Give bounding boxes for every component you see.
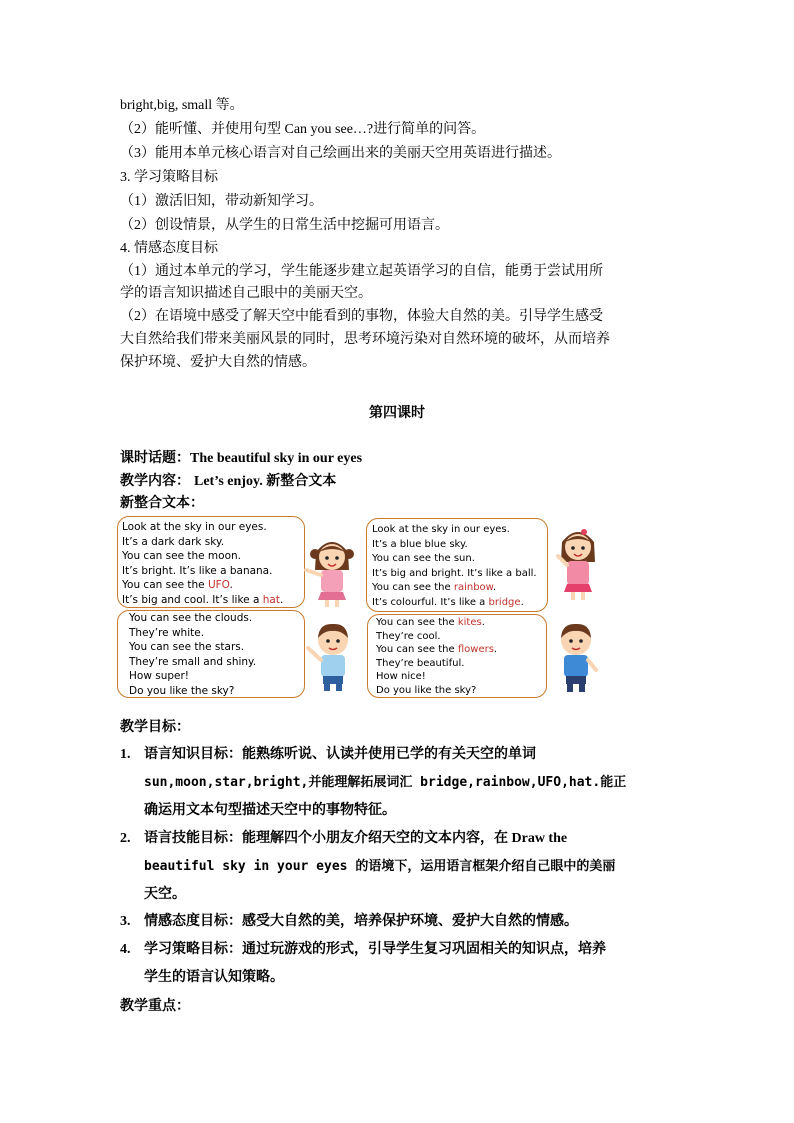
text-line: 学的语言知识描述自己眼中的美丽天空。 <box>120 286 372 301</box>
text-line: （3）能用本单元核心语言对自己绘画出来的美丽天空用英语进行描述。 <box>120 146 561 161</box>
goal-line: 情感态度目标：感受大自然的美，培养保护环境、爱护大自然的情感。 <box>144 914 578 929</box>
bubble-1-text: Look at the sky in our eyes. It’s a dark dark sky. You can see the moon. It’s bright. It’s like a banana. You can see the UFO. It’s big and cool. It’s like a hat. <box>122 521 284 606</box>
goal-number: 2. <box>120 831 131 846</box>
girl-character-icon <box>548 520 608 602</box>
topic-line <box>120 450 362 468</box>
section-heading: 3. 学习策略目标 <box>120 170 218 185</box>
boy-character-icon <box>303 618 361 694</box>
text-line: bright,big, small 等。 <box>120 98 244 113</box>
text-line: （2）创设情景，从学生的日常生活中挖掘可用语言。 <box>120 218 449 233</box>
topic-text: The beautiful sky in our eyes <box>190 451 363 466</box>
goal-line: 天空。 <box>144 887 186 902</box>
text-line: （2）在语境中感受了解天空中能看到的事物，体验大自然的美。引导学生感受 <box>120 309 603 324</box>
new-text-label: 新整合文本： <box>120 496 204 511</box>
content-line <box>120 473 336 491</box>
goal-line: sun,moon,star,bright,并能理解拓展词汇 bridge,rainbow,UFO,hat.能正 <box>144 775 627 790</box>
topic-label: 课时话题： <box>120 451 190 466</box>
goal-line: 确运用文本句型描述天空中的事物特征。 <box>144 803 396 818</box>
text-line: （1）通过本单元的学习，学生能逐步建立起英语学习的自信，能勇于尝试用所 <box>120 264 603 279</box>
girl-character-icon <box>302 530 362 610</box>
goal-number: 3. <box>120 914 131 929</box>
content-text: Let’s enjoy. 新整合文本 <box>194 474 337 489</box>
text-line: （1）激活旧知，带动新知学习。 <box>120 194 323 209</box>
goal-line: 语言知识目标：能熟练听说、认读并使用已学的有关天空的单词 <box>144 747 536 762</box>
boy-character-icon <box>546 618 606 696</box>
content-label: 教学内容： <box>120 474 190 489</box>
goal-number: 4. <box>120 942 131 957</box>
bubble-4-text: You can see the kites. They’re cool. You can see the flowers. They’re beautiful. How nice! Do you like the sky? <box>376 617 498 696</box>
text-line: 大自然给我们带来美丽风景的同时，思考环境污染对自然环境的破坏，从而培养 <box>120 332 610 347</box>
bubble-2-text: Look at the sky in our eyes. It’s a blue blue sky. You can see the sun. It’s big and bright. It’s like a ball. You can see the rainbow. It’s colourful. It’s like a bridge. <box>372 524 537 608</box>
goal-line: 学生的语言认知策略。 <box>144 970 284 985</box>
section-heading: 4. 情感态度目标 <box>120 241 218 256</box>
text-line: （2）能听懂、并使用句型 Can you see…?进行简单的问答。 <box>120 122 486 137</box>
lesson-title: 第四课时 <box>369 406 425 421</box>
goals-label: 教学目标： <box>120 720 190 735</box>
text-line: 保护环境、爱护大自然的情感。 <box>120 355 316 370</box>
goal-number: 1. <box>120 747 131 762</box>
key-points-label: 教学重点： <box>120 999 190 1014</box>
bubble-3-text: You can see the clouds. They’re white. You can see the stars. They’re small and shiny. How super! Do you like the sky? <box>129 612 257 697</box>
goal-line: 语言技能目标：能理解四个小朋友介绍天空的文本内容，在 Draw the <box>144 831 568 846</box>
goal-line: 学习策略目标：通过玩游戏的形式，引导学生复习巩固相关的知识点，培养 <box>144 942 606 957</box>
goal-line: beautiful sky in your eyes 的语境下，运用语言框架介绍自己眼中的美丽 <box>144 859 616 874</box>
